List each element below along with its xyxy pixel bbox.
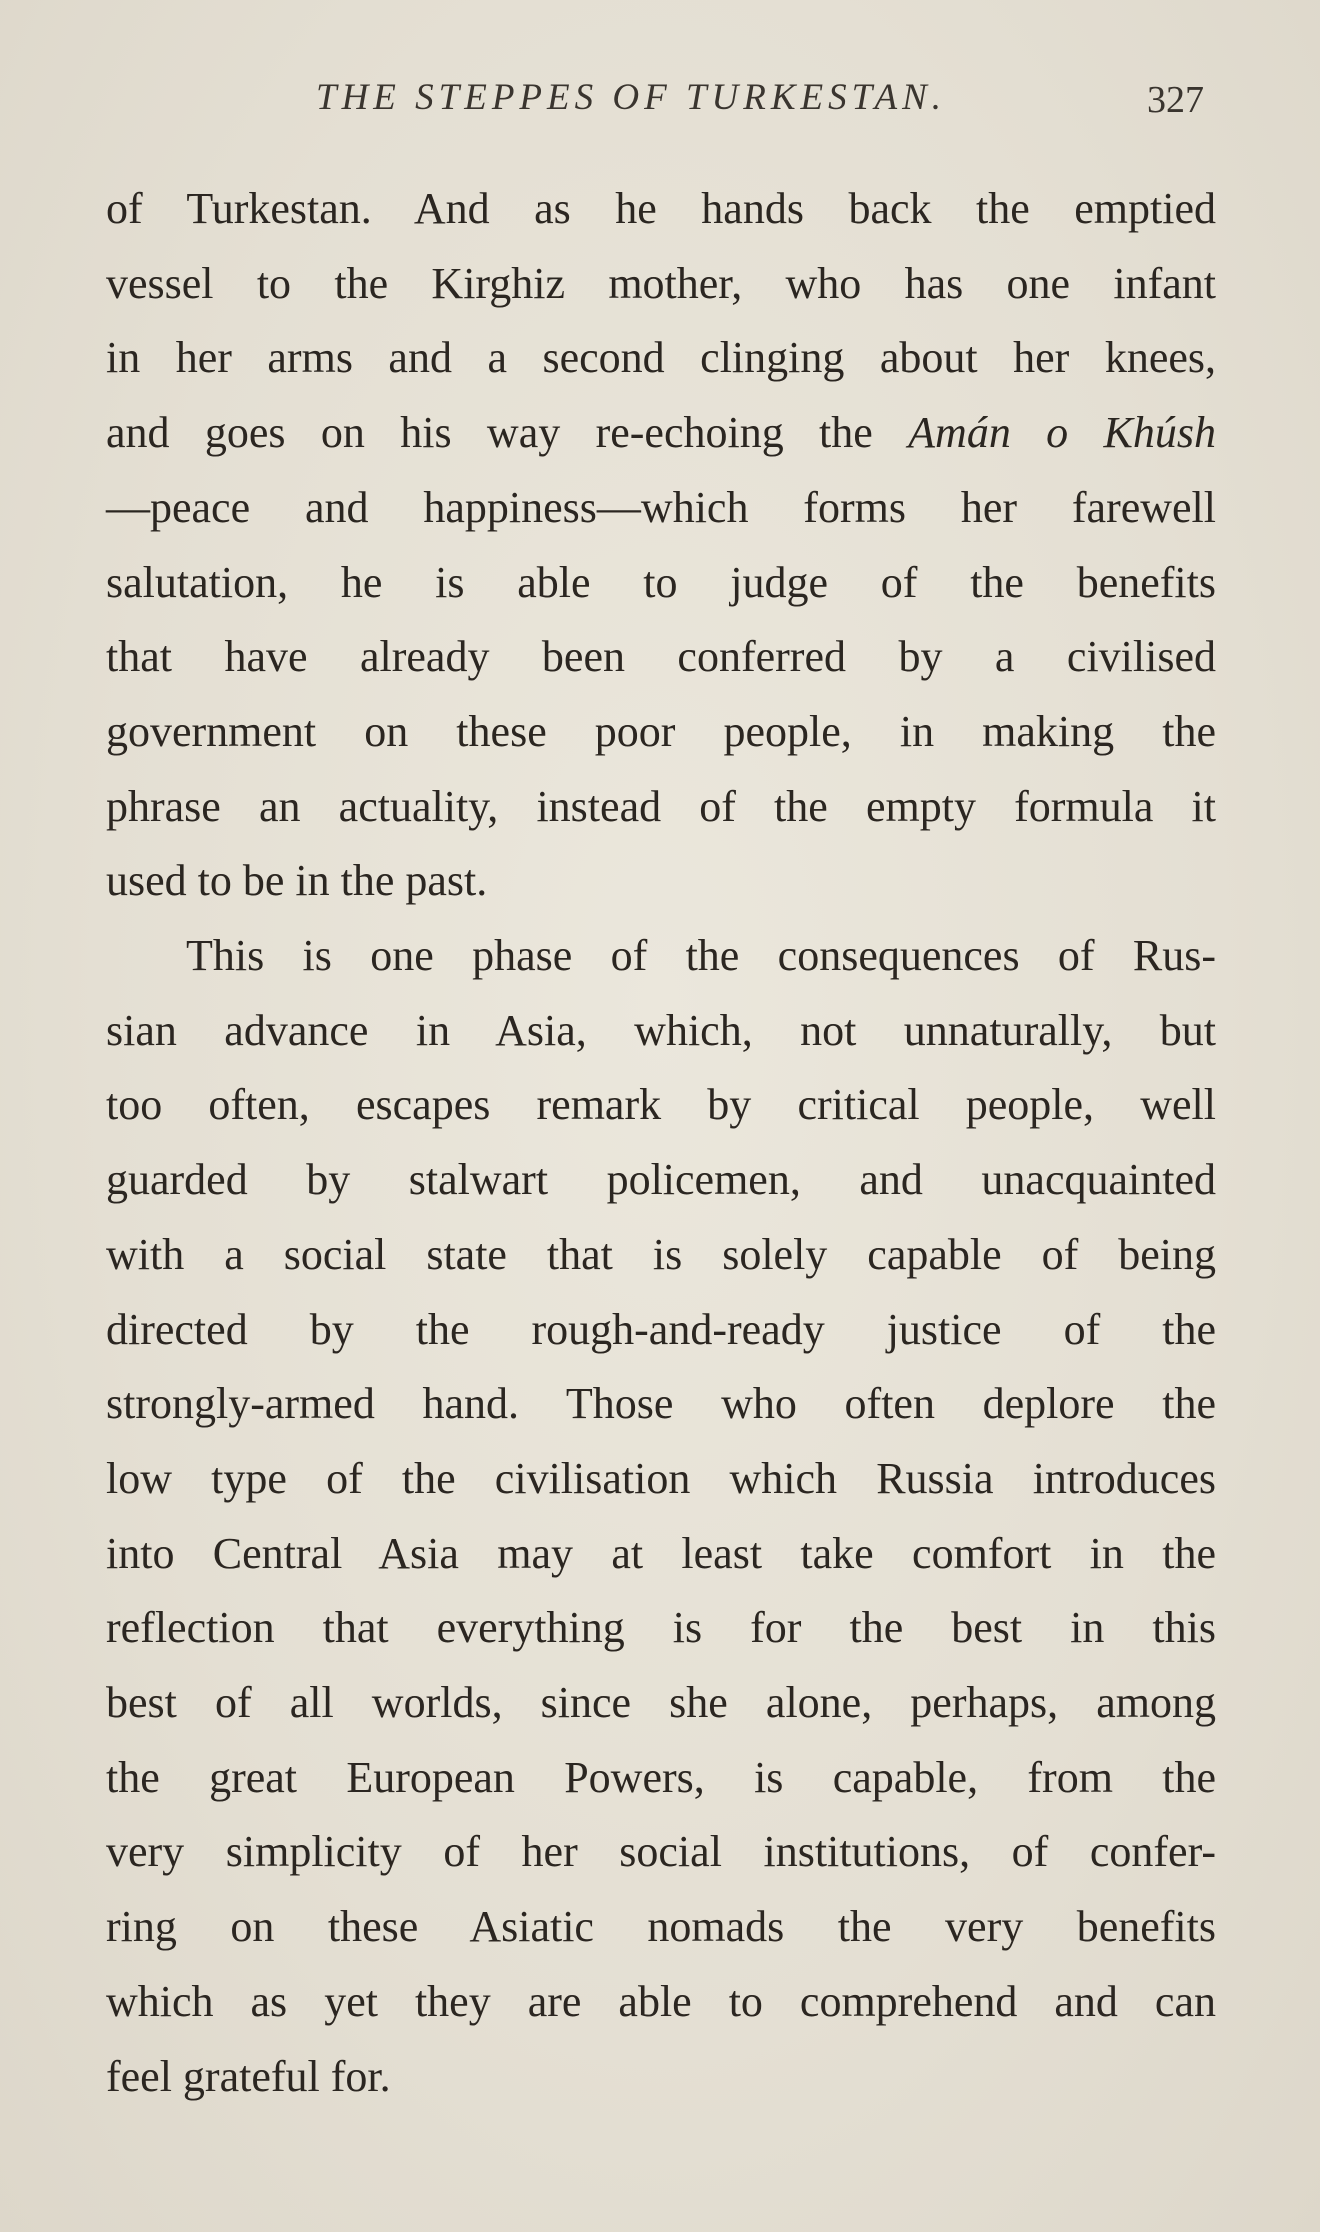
text-line: government on these poor people, in making the xyxy=(106,706,1216,756)
text-line: vessel to the Kirghiz mother, who has one infant xyxy=(106,258,1216,308)
text-line: the great European Powers, is capable, from the xyxy=(106,1752,1216,1802)
text-line: low type of the civilisation which Russia introduces xyxy=(106,1453,1216,1503)
text-line: phrase an actuality, instead of the empty formula it xyxy=(106,781,1216,831)
text-line: strongly-armed hand. Those who often deplore the xyxy=(106,1379,1216,1429)
text-line: best of all worlds, since she alone, perhaps, among xyxy=(106,1678,1216,1728)
text-line: in her arms and a second clinging about her knees, xyxy=(106,333,1216,383)
text-line: sian advance in Asia, which, not unnaturally, but xyxy=(106,1005,1216,1055)
text-line: which as yet they are able to comprehend and can xyxy=(106,1976,1216,2026)
text-line: too often, escapes remark by critical people, well xyxy=(106,1080,1216,1130)
text-line: guarded by stalwart policemen, and unacquainted xyxy=(106,1155,1216,1205)
text-line: This is one phase of the consequences of Rus- xyxy=(186,931,1216,981)
text-line: directed by the rough-and-ready justice of the xyxy=(106,1304,1216,1354)
italic-phrase: Amán o Khúsh xyxy=(908,408,1216,458)
paragraph-2 xyxy=(106,919,1216,2114)
text-line: with a social state that is solely capable of being xyxy=(106,1229,1216,1279)
text-line: feel grateful for. xyxy=(106,2051,391,2101)
text-segment: and goes on his way re-echoing the xyxy=(106,408,873,458)
text-line: of Turkestan. And as he hands back the emptied xyxy=(106,184,1216,233)
text-line-with-italic xyxy=(106,396,1216,471)
running-head xyxy=(106,76,1204,126)
text-line: —peace and happiness—which forms her farewell xyxy=(106,482,1216,532)
paragraph-1 xyxy=(106,172,1216,919)
text-line: reflection that everything is for the best in this xyxy=(106,1603,1216,1653)
body-text xyxy=(106,172,1216,2114)
page-number: 327 xyxy=(1147,79,1204,121)
text-line: used to be in the past. xyxy=(106,856,488,906)
text-line: that have already been conferred by a civilised xyxy=(106,632,1216,682)
text-line: very simplicity of her social institutions, of confer- xyxy=(106,1827,1216,1877)
text-line: ring on these Asiatic nomads the very benefits xyxy=(106,1902,1216,1952)
text-line: salutation, he is able to judge of the benefits xyxy=(106,557,1216,607)
text-line: into Central Asia may at least take comfort in the xyxy=(106,1528,1216,1578)
running-title: THE STEPPES OF TURKESTAN. xyxy=(316,77,946,118)
